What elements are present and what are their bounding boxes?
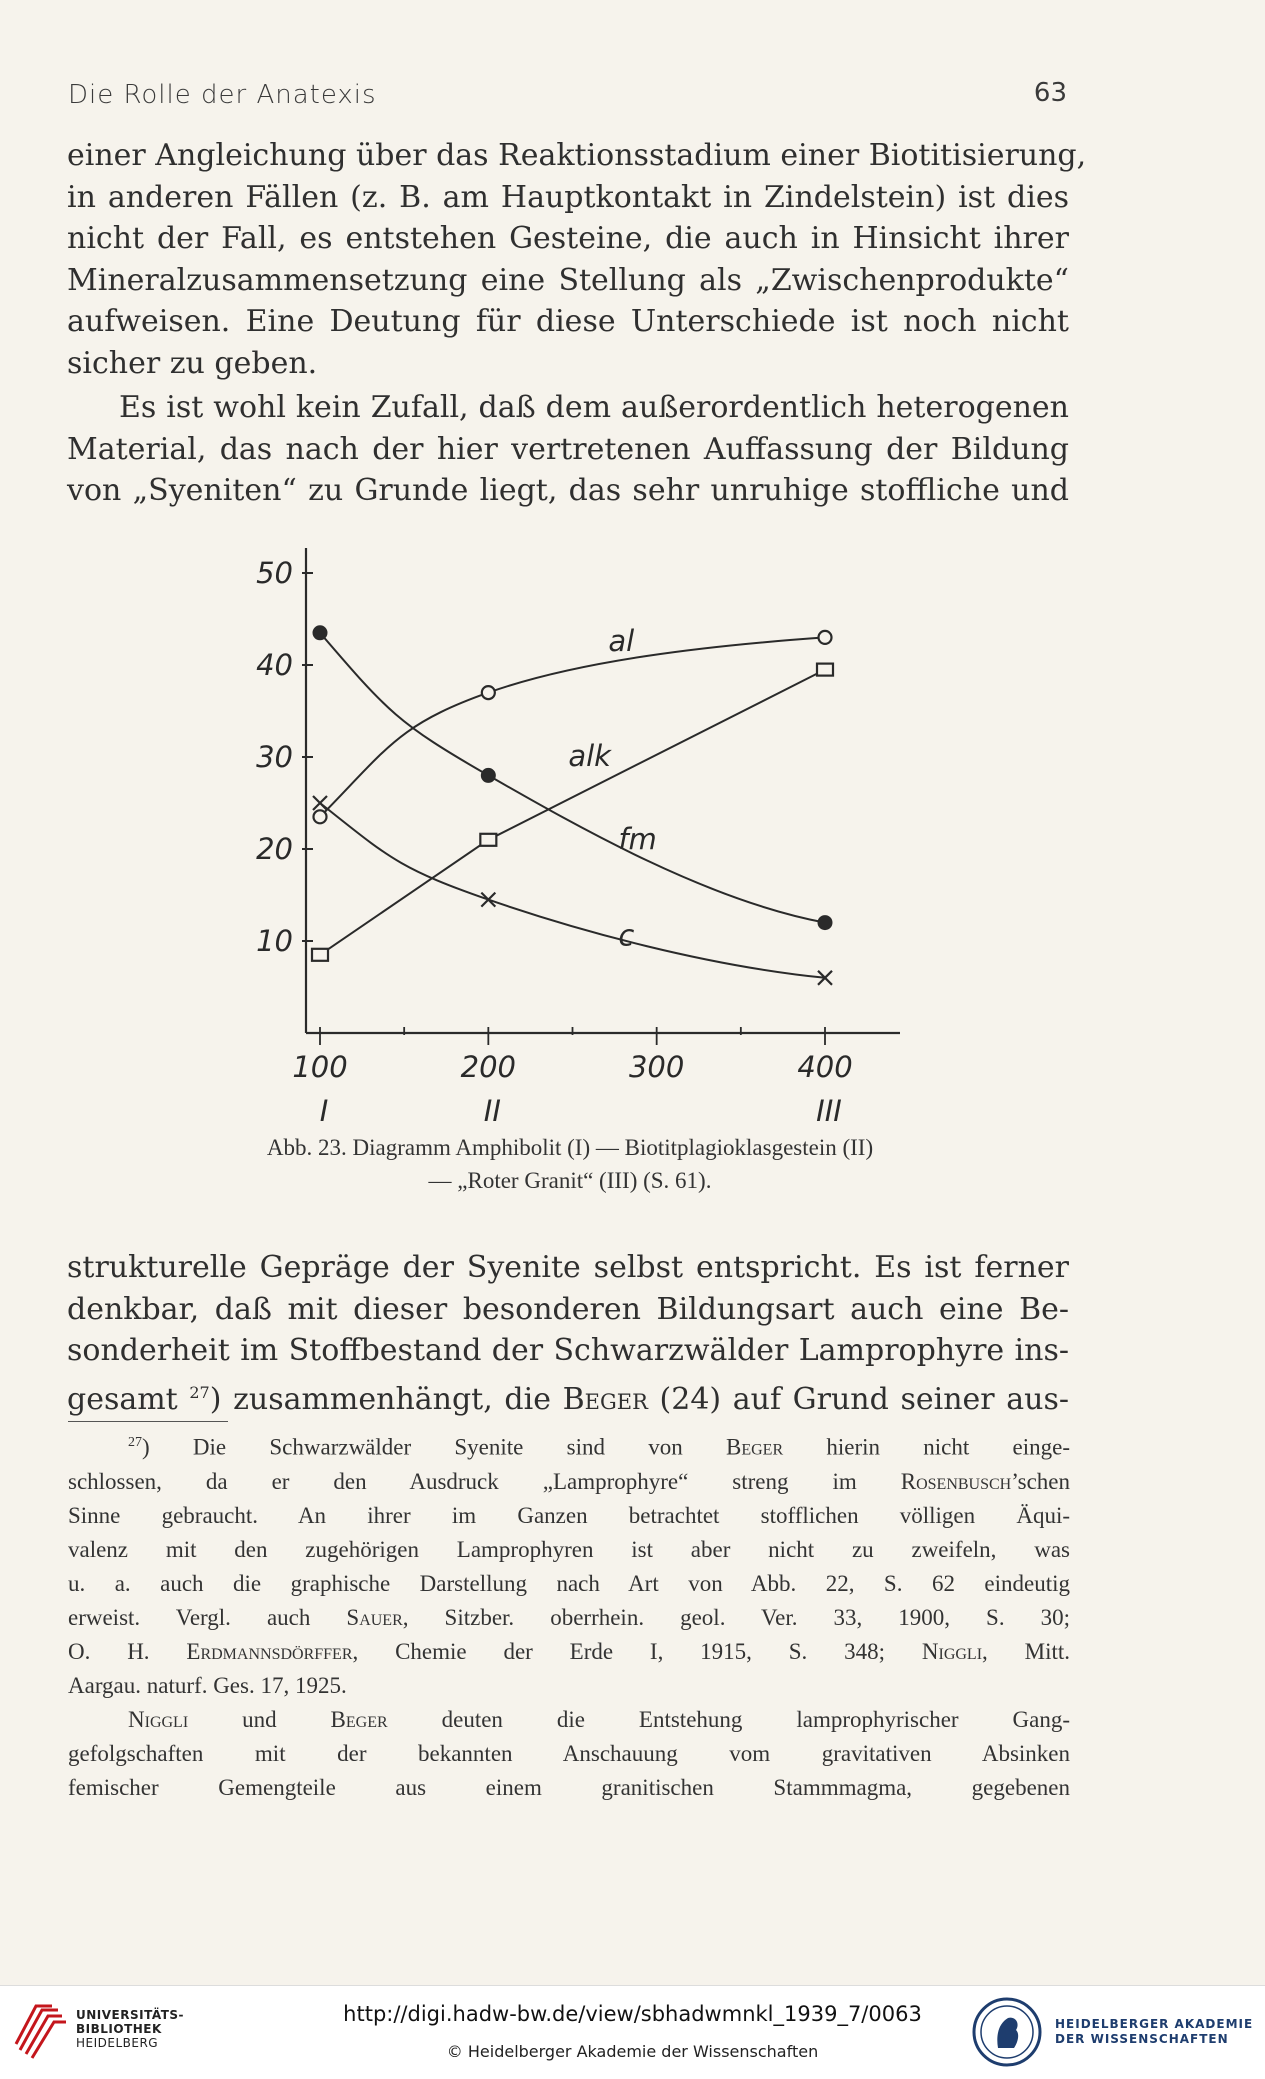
text-fragment: ) zusammenhängt, die: [209, 1381, 563, 1417]
caption-line: Abb. 23. Diagramm Amphibolit (I) — Biotitplagioklasgestein (II): [266, 1135, 874, 1160]
data-point-c: [313, 796, 327, 810]
series-label-al: al: [608, 624, 635, 659]
caption-line: — „Roter Granit“ (III) (S. 61).: [428, 1168, 712, 1193]
y-tick-label: 50: [256, 556, 293, 590]
text-fragment: ’schen: [1011, 1468, 1070, 1494]
text-line: Material, das nach der hier vertretenen Auffassung der Bildung: [67, 431, 1069, 467]
text-fragment: hierin nicht einge-: [783, 1434, 1070, 1460]
paragraph-2: [67, 387, 1069, 512]
author-name: Niggli: [128, 1706, 189, 1732]
permalink[interactable]: http://digi.hadw-bw.de/view/sbhadwmnkl_1939_7/0063: [343, 2002, 922, 2026]
text-fragment: , Sitzber. oberrhein. geol. Ver. 33, 1900, S. 30;: [402, 1604, 1070, 1630]
y-tick-label: 40: [256, 648, 293, 682]
author-name: Beger: [330, 1706, 388, 1732]
text-fragment: schlossen, da er den Ausdruck „Lamprophyre“ streng im: [68, 1468, 901, 1494]
text-line: nicht der Fall, es entstehen Gesteine, die auch in Hinsicht ihrer: [67, 221, 1069, 256]
x-tick-label: 200: [460, 1050, 517, 1084]
y-tick-label: 10: [256, 924, 293, 958]
footnote-line: [68, 1635, 1070, 1669]
author-name: Rosenbusch: [900, 1468, 1012, 1494]
paragraph-3: [67, 1247, 1069, 1420]
text-line: Mineralzusammensetzung eine Stellung als „Zwischenprodukte“: [67, 262, 1069, 298]
author-name: Sauer: [346, 1604, 403, 1630]
data-point-fm: [818, 916, 832, 930]
academy-name-line: HEIDELBERGER AKADEMIE: [1055, 2017, 1254, 2031]
footnote-line: valenz mit den zugehörigen Lamprophyren ist aber nicht zu zweifeln, was: [68, 1536, 1070, 1562]
academy-name-line: DER WISSENSCHAFTEN: [1055, 2032, 1229, 2046]
text-fragment: ) Die Schwarzwälder Syenite sind von: [142, 1434, 726, 1460]
text-line: denkbar, daß mit dieser besonderen Bildungsart auch eine Be-: [67, 1291, 1069, 1327]
series-label-c: c: [618, 918, 635, 953]
line-chart: [240, 540, 940, 1125]
text-fragment: erweist. Vergl. auch: [68, 1604, 347, 1630]
text-fragment: deuten die Entstehung lamprophyrischer Gang-: [387, 1706, 1070, 1732]
y-tick-label: 30: [256, 740, 293, 774]
y-tick-label: 20: [256, 832, 293, 866]
footnote-divider: [68, 1421, 228, 1422]
author-name: Niggli: [921, 1638, 983, 1664]
author-name: Beger: [562, 1381, 648, 1417]
text-fragment: gesamt: [67, 1381, 190, 1417]
library-name-line: HEIDELBERG: [76, 2036, 159, 2050]
text-line: strukturelle Gepräge der Syenite selbst entspricht. Es ist ferner: [67, 1250, 1069, 1285]
footnote-line: gefolgschaften mit der bekannten Anschauung vom gravitativen Absinken: [68, 1740, 1070, 1766]
data-point-al: [819, 631, 832, 644]
text-fragment: O. H.: [68, 1638, 187, 1664]
text-fragment: , Mitt.: [982, 1638, 1070, 1664]
footnote-ref[interactable]: 27: [189, 1382, 210, 1402]
footnote-line: Aargau. naturf. Ges. 17, 1925.: [68, 1672, 347, 1698]
footnote-marker: 27: [128, 1435, 142, 1450]
data-point-alk: [817, 664, 833, 676]
data-point-fm: [481, 768, 495, 782]
data-point-al: [482, 686, 495, 699]
viewer-footer: [0, 1985, 1265, 2079]
x-tick-label: 300: [628, 1050, 685, 1084]
data-point-alk: [312, 949, 328, 961]
footnote-line: femischer Gemengteile aus einem granitischen Stammmagma, gegebenen: [68, 1774, 1070, 1800]
page-number: 63: [1033, 78, 1067, 108]
x-tick-label: 400: [797, 1050, 853, 1084]
academy-name: [1055, 2017, 1253, 2047]
figure-caption: [130, 1131, 1010, 1197]
rock-type-label: II: [483, 1094, 501, 1125]
series-line-alk: [320, 670, 825, 955]
footnote-line: [68, 1426, 1070, 1465]
series-line-al: [320, 637, 825, 816]
series-label-alk: alk: [568, 739, 611, 774]
author-name: Erdmannsdörffer: [186, 1638, 353, 1664]
text-line: einer Angleichung über das Reaktionsstadium einer Biotitisierung,: [67, 138, 1087, 173]
text-line: [67, 1372, 1069, 1421]
text-line: sonderheit im Stoffbestand der Schwarzwälder Lamprophyre ins-: [67, 1333, 1069, 1368]
rock-type-label: I: [319, 1094, 329, 1125]
running-title: Die Rolle der Anatexis: [68, 80, 377, 110]
text-line: von „Syeniten“ zu Grunde liegt, das sehr unruhige stoffliche und: [67, 473, 1069, 508]
footnote-line: [68, 1601, 1070, 1635]
data-point-alk: [480, 834, 496, 846]
figure-diagram: [240, 540, 940, 1125]
series-line-fm: [320, 633, 825, 923]
footnote-line: [68, 1703, 1070, 1737]
data-point-c: [481, 893, 495, 907]
footnote-line: u. a. auch die graphische Darstellung nach Art von Abb. 22, S. 62 eindeutig: [68, 1570, 1070, 1596]
text-line: aufweisen. Eine Deutung für diese Unterschiede ist noch nicht: [67, 304, 1069, 339]
footnote: [68, 1426, 1070, 1805]
text-fragment: und: [188, 1706, 331, 1732]
text-line: sicher zu geben.: [67, 345, 318, 381]
footnote-line: [68, 1465, 1070, 1499]
text-line: in anderen Fällen (z. B. am Hauptkontakt in Zindelstein) ist dies: [67, 179, 1069, 215]
academy-seal-logo-icon[interactable]: [970, 1996, 1044, 2068]
copyright-notice: © Heidelberger Akademie der Wissenschaften: [446, 2042, 819, 2061]
series-label-fm: fm: [618, 822, 657, 856]
text-fragment: , Chemie der Erde I, 1915, S. 348;: [352, 1638, 922, 1664]
series-line-c: [320, 803, 825, 978]
data-point-al: [314, 810, 327, 823]
rock-type-label: III: [816, 1094, 842, 1125]
x-tick-label: 100: [292, 1050, 348, 1084]
text-line: Es ist wohl kein Zufall, daß dem außerordentlich heterogenen: [119, 390, 1069, 425]
text-fragment: (24) auf Grund seiner aus-: [647, 1381, 1069, 1417]
data-point-fm: [313, 626, 327, 640]
library-name-line: UNIVERSITÄTS-: [76, 2008, 185, 2022]
paragraph-1: [67, 135, 1087, 384]
footnote-line: Sinne gebraucht. An ihrer im Ganzen betrachtet stofflichen völligen Äqui-: [68, 1502, 1070, 1528]
library-name-line: BIBLIOTHEK: [76, 2022, 162, 2036]
author-name: Beger: [726, 1434, 784, 1460]
